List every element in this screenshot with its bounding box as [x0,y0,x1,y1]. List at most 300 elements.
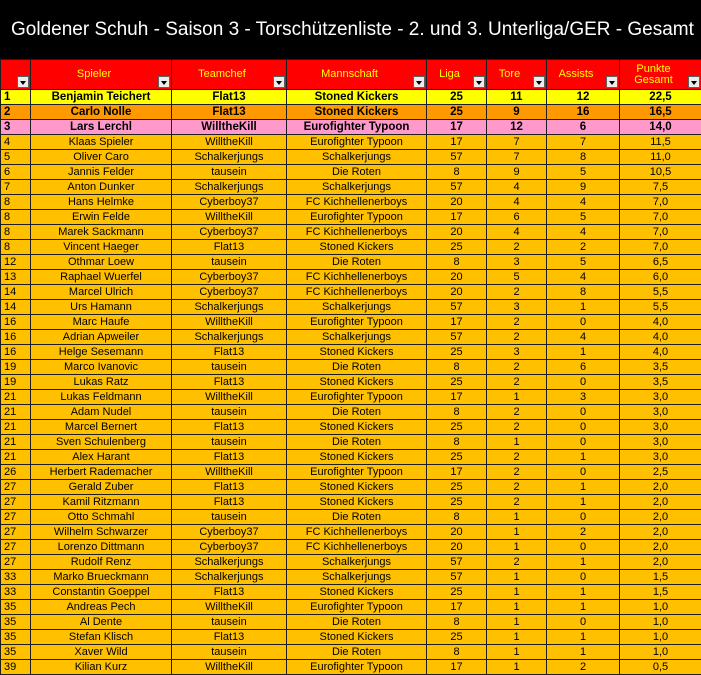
league-cell[interactable]: 8 [427,615,487,630]
league-cell[interactable]: 20 [427,225,487,240]
team-cell[interactable]: Eurofighter Typoon [287,465,427,480]
points-cell[interactable]: 2,0 [620,555,701,570]
player-cell[interactable]: Klaas Spieler [31,135,172,150]
player-cell[interactable]: Constantin Goeppel [31,585,172,600]
teamchef-cell[interactable]: WilltheKill [172,600,287,615]
goals-cell[interactable]: 2 [487,360,547,375]
points-cell[interactable]: 5,5 [620,285,701,300]
assists-cell[interactable]: 6 [547,360,620,375]
rank-cell[interactable]: 14 [1,300,31,315]
team-cell[interactable]: Die Roten [287,435,427,450]
rank-cell[interactable]: 35 [1,630,31,645]
points-cell[interactable]: 14,0 [620,120,701,135]
rank-cell[interactable]: 21 [1,420,31,435]
player-cell[interactable]: Wilhelm Schwarzer [31,525,172,540]
teamchef-cell[interactable]: Flat13 [172,345,287,360]
rank-cell[interactable]: 7 [1,180,31,195]
teamchef-cell[interactable]: tausein [172,510,287,525]
rank-cell[interactable]: 1 [1,90,31,105]
teamchef-cell[interactable]: Cyberboy37 [172,270,287,285]
player-cell[interactable]: Marcel Ulrich [31,285,172,300]
league-cell[interactable]: 20 [427,525,487,540]
points-cell[interactable]: 0,5 [620,660,701,675]
player-cell[interactable]: Carlo Nolle [31,105,172,120]
team-cell[interactable]: Eurofighter Typoon [287,600,427,615]
points-cell[interactable]: 7,0 [620,240,701,255]
team-cell[interactable]: Die Roten [287,255,427,270]
assists-cell[interactable]: 5 [547,165,620,180]
team-cell[interactable]: Die Roten [287,615,427,630]
rank-cell[interactable]: 27 [1,495,31,510]
assists-cell[interactable]: 1 [547,600,620,615]
points-cell[interactable]: 6,5 [620,255,701,270]
teamchef-cell[interactable]: WilltheKill [172,660,287,675]
rank-cell[interactable]: 21 [1,450,31,465]
filter-dropdown-icon[interactable] [413,76,425,88]
teamchef-cell[interactable]: tausein [172,360,287,375]
assists-cell[interactable]: 0 [547,510,620,525]
league-cell[interactable]: 25 [427,450,487,465]
team-cell[interactable]: FC Kichhellenerboys [287,540,427,555]
teamchef-cell[interactable]: WilltheKill [172,135,287,150]
team-cell[interactable]: Eurofighter Typoon [287,315,427,330]
rank-cell[interactable]: 27 [1,540,31,555]
rank-cell[interactable]: 19 [1,375,31,390]
league-cell[interactable]: 17 [427,600,487,615]
teamchef-cell[interactable]: Flat13 [172,495,287,510]
rank-cell[interactable]: 27 [1,510,31,525]
team-cell[interactable]: Eurofighter Typoon [287,390,427,405]
player-cell[interactable]: Al Dente [31,615,172,630]
assists-cell[interactable]: 8 [547,150,620,165]
teamchef-cell[interactable]: Flat13 [172,585,287,600]
team-cell[interactable]: Stoned Kickers [287,105,427,120]
rank-cell[interactable]: 33 [1,570,31,585]
goals-cell[interactable]: 1 [487,540,547,555]
goals-cell[interactable]: 2 [487,315,547,330]
rank-cell[interactable]: 8 [1,210,31,225]
team-cell[interactable]: Schalkerjungs [287,150,427,165]
teamchef-cell[interactable]: Flat13 [172,90,287,105]
rank-cell[interactable]: 14 [1,285,31,300]
league-cell[interactable]: 25 [427,90,487,105]
points-cell[interactable]: 1,5 [620,585,701,600]
points-cell[interactable]: 3,5 [620,360,701,375]
assists-cell[interactable]: 0 [547,315,620,330]
team-cell[interactable]: Stoned Kickers [287,495,427,510]
assists-cell[interactable]: 7 [547,135,620,150]
league-cell[interactable]: 8 [427,360,487,375]
league-cell[interactable]: 17 [427,390,487,405]
team-cell[interactable]: FC Kichhellenerboys [287,195,427,210]
rank-cell[interactable]: 19 [1,360,31,375]
teamchef-cell[interactable]: Flat13 [172,450,287,465]
assists-cell[interactable]: 0 [547,465,620,480]
goals-cell[interactable]: 2 [487,495,547,510]
goals-cell[interactable]: 1 [487,525,547,540]
assists-cell[interactable]: 1 [547,495,620,510]
team-cell[interactable]: Stoned Kickers [287,420,427,435]
goals-cell[interactable]: 11 [487,90,547,105]
teamchef-cell[interactable]: Flat13 [172,375,287,390]
team-cell[interactable]: FC Kichhellenerboys [287,285,427,300]
rank-cell[interactable]: 35 [1,615,31,630]
filter-dropdown-icon[interactable] [473,76,485,88]
points-cell[interactable]: 1,0 [620,630,701,645]
league-cell[interactable]: 57 [427,555,487,570]
player-cell[interactable]: Adrian Apweiler [31,330,172,345]
league-cell[interactable]: 8 [427,435,487,450]
player-cell[interactable]: Rudolf Renz [31,555,172,570]
player-cell[interactable]: Kilian Kurz [31,660,172,675]
rank-cell[interactable]: 39 [1,660,31,675]
team-cell[interactable]: Schalkerjungs [287,570,427,585]
rank-cell[interactable]: 4 [1,135,31,150]
player-cell[interactable]: Erwin Felde [31,210,172,225]
league-cell[interactable]: 8 [427,255,487,270]
assists-cell[interactable]: 2 [547,660,620,675]
teamchef-cell[interactable]: WilltheKill [172,210,287,225]
points-cell[interactable]: 3,5 [620,375,701,390]
team-cell[interactable]: FC Kichhellenerboys [287,270,427,285]
rank-cell[interactable]: 35 [1,645,31,660]
league-cell[interactable]: 17 [427,120,487,135]
goals-cell[interactable]: 9 [487,105,547,120]
teamchef-cell[interactable]: Schalkerjungs [172,300,287,315]
league-cell[interactable]: 57 [427,330,487,345]
player-cell[interactable]: Marko Brueckmann [31,570,172,585]
player-cell[interactable]: Herbert Rademacher [31,465,172,480]
assists-cell[interactable]: 1 [547,555,620,570]
team-cell[interactable]: Die Roten [287,510,427,525]
team-cell[interactable]: Schalkerjungs [287,180,427,195]
player-cell[interactable]: Helge Sesemann [31,345,172,360]
league-cell[interactable]: 25 [427,495,487,510]
points-cell[interactable]: 4,0 [620,315,701,330]
player-cell[interactable]: Oliver Caro [31,150,172,165]
points-cell[interactable]: 2,0 [620,480,701,495]
player-cell[interactable]: Vincent Haeger [31,240,172,255]
team-cell[interactable]: Eurofighter Typoon [287,210,427,225]
player-cell[interactable]: Othmar Loew [31,255,172,270]
goals-cell[interactable]: 7 [487,135,547,150]
league-cell[interactable]: 8 [427,405,487,420]
team-cell[interactable]: Stoned Kickers [287,90,427,105]
player-cell[interactable]: Urs Hamann [31,300,172,315]
league-cell[interactable]: 57 [427,180,487,195]
goals-cell[interactable]: 7 [487,150,547,165]
league-cell[interactable]: 17 [427,210,487,225]
player-cell[interactable]: Marc Haufe [31,315,172,330]
goals-cell[interactable]: 6 [487,210,547,225]
teamchef-cell[interactable]: WilltheKill [172,390,287,405]
goals-cell[interactable]: 4 [487,180,547,195]
goals-cell[interactable]: 1 [487,615,547,630]
player-cell[interactable]: Alex Harant [31,450,172,465]
goals-cell[interactable]: 3 [487,345,547,360]
goals-cell[interactable]: 5 [487,270,547,285]
league-cell[interactable]: 25 [427,420,487,435]
league-cell[interactable]: 17 [427,135,487,150]
player-cell[interactable]: Marco Ivanovic [31,360,172,375]
team-cell[interactable]: Stoned Kickers [287,375,427,390]
goals-cell[interactable]: 3 [487,300,547,315]
points-cell[interactable]: 2,0 [620,540,701,555]
points-cell[interactable]: 1,5 [620,570,701,585]
teamchef-cell[interactable]: tausein [172,165,287,180]
goals-cell[interactable]: 2 [487,405,547,420]
goals-cell[interactable]: 2 [487,240,547,255]
league-cell[interactable]: 25 [427,375,487,390]
league-cell[interactable]: 25 [427,630,487,645]
goals-cell[interactable]: 1 [487,435,547,450]
assists-cell[interactable]: 4 [547,330,620,345]
assists-cell[interactable]: 0 [547,615,620,630]
assists-cell[interactable]: 1 [547,645,620,660]
goals-cell[interactable]: 1 [487,660,547,675]
points-cell[interactable]: 7,5 [620,180,701,195]
points-cell[interactable]: 5,5 [620,300,701,315]
points-cell[interactable]: 11,0 [620,150,701,165]
rank-cell[interactable]: 21 [1,390,31,405]
points-cell[interactable]: 4,0 [620,345,701,360]
rank-cell[interactable]: 12 [1,255,31,270]
player-cell[interactable]: Marcel Bernert [31,420,172,435]
assists-cell[interactable]: 1 [547,450,620,465]
league-cell[interactable]: 17 [427,315,487,330]
points-cell[interactable]: 7,0 [620,195,701,210]
rank-cell[interactable]: 8 [1,225,31,240]
points-cell[interactable]: 1,0 [620,615,701,630]
league-cell[interactable]: 57 [427,570,487,585]
teamchef-cell[interactable]: Cyberboy37 [172,225,287,240]
goals-cell[interactable]: 1 [487,390,547,405]
league-cell[interactable]: 20 [427,270,487,285]
goals-cell[interactable]: 2 [487,465,547,480]
teamchef-cell[interactable]: Schalkerjungs [172,570,287,585]
assists-cell[interactable]: 1 [547,630,620,645]
assists-cell[interactable]: 0 [547,405,620,420]
goals-cell[interactable]: 4 [487,225,547,240]
league-cell[interactable]: 8 [427,645,487,660]
team-cell[interactable]: Stoned Kickers [287,450,427,465]
team-cell[interactable]: Stoned Kickers [287,480,427,495]
team-cell[interactable]: Stoned Kickers [287,585,427,600]
goals-cell[interactable]: 1 [487,570,547,585]
league-cell[interactable]: 20 [427,540,487,555]
team-cell[interactable]: Die Roten [287,405,427,420]
goals-cell[interactable]: 2 [487,450,547,465]
rank-cell[interactable]: 13 [1,270,31,285]
team-cell[interactable]: Stoned Kickers [287,345,427,360]
player-cell[interactable]: Stefan Klisch [31,630,172,645]
team-cell[interactable]: Eurofighter Typoon [287,120,427,135]
rank-cell[interactable]: 21 [1,405,31,420]
points-cell[interactable]: 2,0 [620,510,701,525]
assists-cell[interactable]: 5 [547,255,620,270]
assists-cell[interactable]: 9 [547,180,620,195]
goals-cell[interactable]: 2 [487,375,547,390]
assists-cell[interactable]: 2 [547,525,620,540]
goals-cell[interactable]: 3 [487,255,547,270]
player-cell[interactable]: Benjamin Teichert [31,90,172,105]
points-cell[interactable]: 16,5 [620,105,701,120]
team-cell[interactable]: Schalkerjungs [287,300,427,315]
goals-cell[interactable]: 12 [487,120,547,135]
league-cell[interactable]: 57 [427,150,487,165]
goals-cell[interactable]: 2 [487,285,547,300]
team-cell[interactable]: Eurofighter Typoon [287,135,427,150]
teamchef-cell[interactable]: tausein [172,255,287,270]
assists-cell[interactable]: 1 [547,585,620,600]
rank-cell[interactable]: 35 [1,600,31,615]
player-cell[interactable]: Adam Nudel [31,405,172,420]
points-cell[interactable]: 2,5 [620,465,701,480]
points-cell[interactable]: 1,0 [620,600,701,615]
league-cell[interactable]: 25 [427,585,487,600]
rank-cell[interactable]: 21 [1,435,31,450]
rank-cell[interactable]: 16 [1,330,31,345]
assists-cell[interactable]: 16 [547,105,620,120]
league-cell[interactable]: 20 [427,195,487,210]
points-cell[interactable]: 22,5 [620,90,701,105]
team-cell[interactable]: Stoned Kickers [287,240,427,255]
teamchef-cell[interactable]: Flat13 [172,480,287,495]
teamchef-cell[interactable]: WilltheKill [172,315,287,330]
goals-cell[interactable]: 1 [487,600,547,615]
teamchef-cell[interactable]: WilltheKill [172,120,287,135]
teamchef-cell[interactable]: tausein [172,615,287,630]
league-cell[interactable]: 17 [427,660,487,675]
rank-cell[interactable]: 2 [1,105,31,120]
team-cell[interactable]: Die Roten [287,360,427,375]
league-cell[interactable]: 25 [427,240,487,255]
points-cell[interactable]: 3,0 [620,390,701,405]
rank-cell[interactable]: 27 [1,480,31,495]
assists-cell[interactable]: 6 [547,120,620,135]
goals-cell[interactable]: 2 [487,420,547,435]
teamchef-cell[interactable]: Schalkerjungs [172,150,287,165]
player-cell[interactable]: Otto Schmahl [31,510,172,525]
teamchef-cell[interactable]: Flat13 [172,240,287,255]
teamchef-cell[interactable]: Cyberboy37 [172,285,287,300]
league-cell[interactable]: 8 [427,165,487,180]
assists-cell[interactable]: 12 [547,90,620,105]
league-cell[interactable]: 57 [427,300,487,315]
teamchef-cell[interactable]: Schalkerjungs [172,180,287,195]
teamchef-cell[interactable]: Flat13 [172,630,287,645]
points-cell[interactable]: 10,5 [620,165,701,180]
points-cell[interactable]: 2,0 [620,525,701,540]
league-cell[interactable]: 17 [427,465,487,480]
player-cell[interactable]: Lars Lerchl [31,120,172,135]
player-cell[interactable]: Hans Helmke [31,195,172,210]
league-cell[interactable]: 25 [427,345,487,360]
teamchef-cell[interactable]: Cyberboy37 [172,540,287,555]
assists-cell[interactable]: 3 [547,390,620,405]
teamchef-cell[interactable]: tausein [172,645,287,660]
goals-cell[interactable]: 2 [487,555,547,570]
team-cell[interactable]: FC Kichhellenerboys [287,225,427,240]
filter-dropdown-icon[interactable] [688,76,700,88]
team-cell[interactable]: Schalkerjungs [287,555,427,570]
assists-cell[interactable]: 8 [547,285,620,300]
player-cell[interactable]: Lukas Feldmann [31,390,172,405]
league-cell[interactable]: 20 [427,285,487,300]
player-cell[interactable]: Andreas Pech [31,600,172,615]
rank-cell[interactable]: 8 [1,195,31,210]
goals-cell[interactable]: 1 [487,510,547,525]
rank-cell[interactable]: 3 [1,120,31,135]
rank-cell[interactable]: 27 [1,555,31,570]
assists-cell[interactable]: 0 [547,435,620,450]
rank-cell[interactable]: 33 [1,585,31,600]
assists-cell[interactable]: 0 [547,420,620,435]
assists-cell[interactable]: 4 [547,225,620,240]
points-cell[interactable]: 3,0 [620,405,701,420]
team-cell[interactable]: FC Kichhellenerboys [287,525,427,540]
rank-cell[interactable]: 6 [1,165,31,180]
assists-cell[interactable]: 4 [547,270,620,285]
assists-cell[interactable]: 0 [547,375,620,390]
filter-dropdown-icon[interactable] [273,76,285,88]
teamchef-cell[interactable]: tausein [172,435,287,450]
player-cell[interactable]: Marek Sackmann [31,225,172,240]
goals-cell[interactable]: 4 [487,195,547,210]
player-cell[interactable]: Xaver Wild [31,645,172,660]
teamchef-cell[interactable]: WilltheKill [172,465,287,480]
rank-cell[interactable]: 16 [1,345,31,360]
teamchef-cell[interactable]: Flat13 [172,420,287,435]
points-cell[interactable]: 3,0 [620,420,701,435]
teamchef-cell[interactable]: Cyberboy37 [172,525,287,540]
player-cell[interactable]: Lukas Ratz [31,375,172,390]
assists-cell[interactable]: 0 [547,540,620,555]
team-cell[interactable]: Schalkerjungs [287,330,427,345]
points-cell[interactable]: 6,0 [620,270,701,285]
rank-cell[interactable]: 8 [1,240,31,255]
goals-cell[interactable]: 1 [487,645,547,660]
league-cell[interactable]: 25 [427,480,487,495]
assists-cell[interactable]: 2 [547,240,620,255]
filter-dropdown-icon[interactable] [17,76,29,88]
player-cell[interactable]: Jannis Felder [31,165,172,180]
player-cell[interactable]: Kamil Ritzmann [31,495,172,510]
assists-cell[interactable]: 1 [547,345,620,360]
teamchef-cell[interactable]: Schalkerjungs [172,555,287,570]
assists-cell[interactable]: 1 [547,300,620,315]
points-cell[interactable]: 7,0 [620,225,701,240]
filter-dropdown-icon[interactable] [606,76,618,88]
player-cell[interactable]: Anton Dunker [31,180,172,195]
player-cell[interactable]: Raphael Wuerfel [31,270,172,285]
assists-cell[interactable]: 1 [547,480,620,495]
team-cell[interactable]: Stoned Kickers [287,630,427,645]
points-cell[interactable]: 4,0 [620,330,701,345]
filter-dropdown-icon[interactable] [533,76,545,88]
goals-cell[interactable]: 2 [487,480,547,495]
goals-cell[interactable]: 2 [487,330,547,345]
league-cell[interactable]: 25 [427,105,487,120]
teamchef-cell[interactable]: Cyberboy37 [172,195,287,210]
player-cell[interactable]: Gerald Zuber [31,480,172,495]
points-cell[interactable]: 1,0 [620,645,701,660]
points-cell[interactable]: 3,0 [620,435,701,450]
rank-cell[interactable]: 5 [1,150,31,165]
assists-cell[interactable]: 0 [547,570,620,585]
points-cell[interactable]: 11,5 [620,135,701,150]
points-cell[interactable]: 7,0 [620,210,701,225]
